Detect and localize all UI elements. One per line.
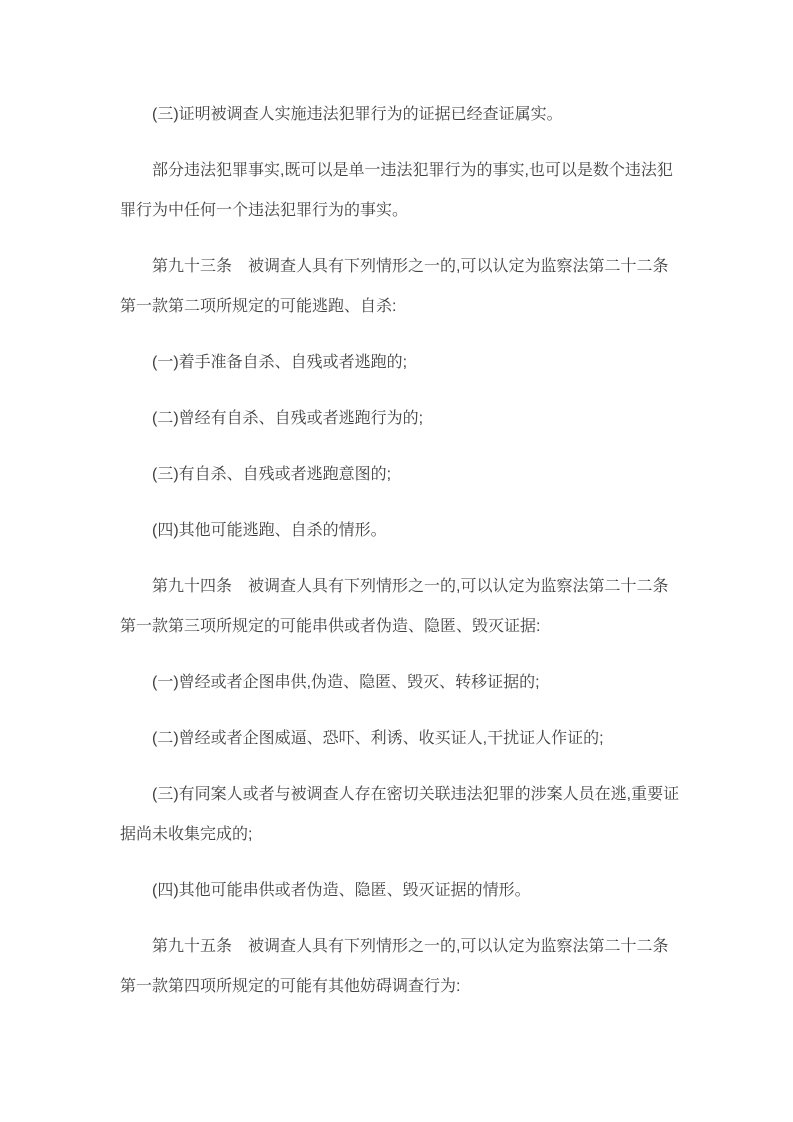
paragraph-article-94-item-4: (四)其他可能串供或者伪造、隐匿、毁灭证据的情形。	[152, 882, 531, 899]
paragraph-article-94-item-2: (二)曾经或者企图威逼、恐吓、利诱、收买证人,干扰证人作证的;	[152, 730, 604, 747]
paragraph-article-93-item-2: (二)曾经有自杀、自残或者逃跑行为的;	[152, 410, 424, 427]
paragraph-item-3-of-prev-article: (三)证明被调查人实施违法犯罪行为的证据已经查证属实。	[152, 106, 563, 123]
paragraph-article-94-item-1: (一)曾经或者企图串供,伪造、隐匿、毁灭、转移证据的;	[152, 674, 540, 691]
paragraph-article-93-lead: 第九十三条 被调查人具有下列情形之一的,可以认定为监察法第二十二条第一款第二项所规定的可能逃跑、自杀:	[120, 258, 669, 315]
document-body	[120, 95, 680, 1007]
paragraph-article-94-lead: 第九十四条 被调查人具有下列情形之一的,可以认定为监察法第二十二条第一款第三项所规定的可能串供或者伪造、隐匿、毁灭证据:	[120, 578, 669, 635]
paragraph-article-95-lead: 第九十五条 被调查人具有下列情形之一的,可以认定为监察法第二十二条第一款第四项所规定的可能有其他妨碍调查行为:	[120, 938, 669, 995]
paragraph-article-93-item-1: (一)着手准备自杀、自残或者逃跑的;	[152, 354, 408, 371]
paragraph-article-94-item-3: (三)有同案人或者与被调查人存在密切关联违法犯罪的涉案人员在逃,重要证据尚未收集完成的;	[120, 786, 680, 843]
paragraph-article-93-item-4: (四)其他可能逃跑、自杀的情形。	[152, 522, 387, 539]
paragraph-clause-partial-facts: 部分违法犯罪事实,既可以是单一违法犯罪行为的事实,也可以是数个违法犯罪行为中任何一个违法犯罪行为的事实。	[120, 162, 673, 219]
paragraph-article-93-item-3: (三)有自杀、自残或者逃跑意图的;	[152, 466, 392, 483]
